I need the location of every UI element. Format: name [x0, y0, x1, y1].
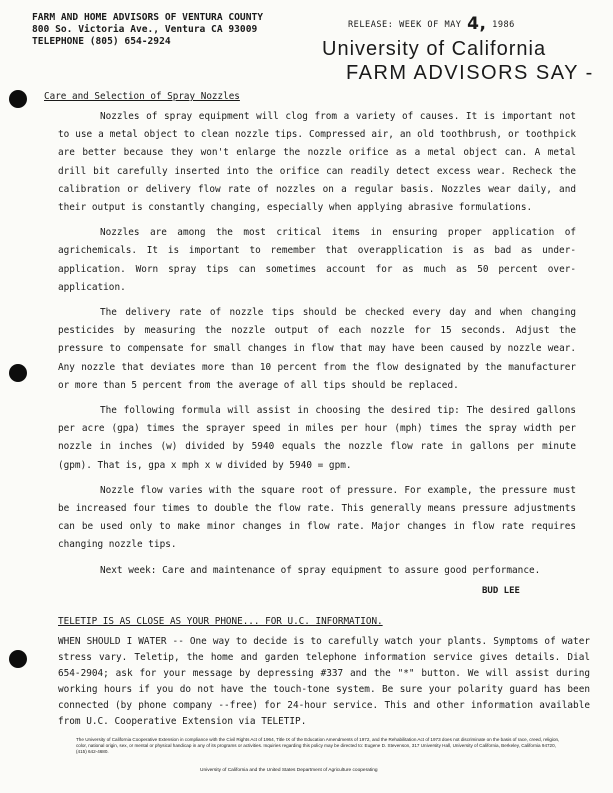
teletip-body: WHEN SHOULD I WATER -- One way to decide is to carefully watch your plants. Symptoms of water stress vary. Teletip, the home and garden telephone information service gives details. Dial 654-2904; ask for your message by depressing #337 and the "*" button. We will assist during working hours if you do not have the touch-tone system. Be sure your polarity guard has been connected (by phone company --free) for 24-hour service. This and other information available from U.C. Cooperative Extension via TELETIP. — [58, 636, 590, 727]
punch-hole — [9, 90, 27, 108]
punch-hole — [9, 650, 27, 668]
university-title: University of California — [322, 38, 547, 60]
author-signature: BUD LEE — [482, 586, 520, 596]
street-address: 800 So. Victoria Ave., Ventura CA 93009 — [32, 24, 258, 35]
article-body — [58, 108, 576, 580]
release-day: 4, — [467, 14, 487, 34]
org-name: FARM AND HOME ADVISORS OF VENTURA COUNTY — [32, 12, 264, 23]
cooperation-line: University of California and the United States Department of Agriculture cooperating — [200, 768, 378, 773]
release-label: RELEASE: WEEK OF MAY — [348, 20, 462, 30]
telephone: TELEPHONE (805) 654-2924 — [32, 36, 171, 47]
nondiscrimination-notice: The University of California Cooperative Extension in compliance with the Civil Rights Act of 1964, Title IX of the Education Amendments of 1972, and the Rehabilitation Act of 1973 does not discriminate on the basis of race, creed, religion, color, national origin, sex, or mental or physical handicap in any of its programs or activities. Inquiries regarding this policy may be directed to: Eugene D. Stevenson, 317 University Hall, University of California, Berkeley, California 94720, (415) 642-4680. — [76, 737, 560, 754]
release-line — [348, 12, 515, 32]
sender-address-block — [32, 12, 263, 48]
article-heading: Care and Selection of Spray Nozzles — [44, 91, 240, 102]
article-paragraph: The delivery rate of nozzle tips should be checked every day and when changing pesticides by measuring the nozzle output of each nozzle for 15 seconds. Adjust the pressure to compensate for small changes in flow that may have been caused by nozzle wear. Any nozzle that deviates more than 10 percent from the flow designated by the manufacturer or more than 5 percent from the average of all tips should be replaced. — [58, 307, 576, 391]
next-week-note: Next week: Care and maintenance of spray equipment to assure good performance. — [100, 564, 541, 576]
punch-hole — [9, 364, 27, 382]
farm-advisors-title: FARM ADVISORS SAY - — [346, 62, 594, 84]
release-year: 1986 — [492, 20, 515, 30]
article-paragraph: The following formula will assist in choosing the desired tip: The desired gallons per acre (gpa) times the sprayer speed in miles per hour (mph) times the spray width per nozzle in inches (w) divided by 5940 equals the nozzle flow rate in gallons per minute (gpm). That is, gpa x mph x w divided by 5940 = gpm. — [58, 405, 576, 471]
article-paragraph: Nozzle flow varies with the square root of pressure. For example, the pressure must be increased four times to double the flow rate. This generally means pressure adjustments can be used only to make minor changes in flow rate. Major changes in flow rate requires changing nozzle tips. — [58, 484, 576, 551]
article-paragraph: Nozzles are among the most critical items in ensuring proper application of agrichemicals. It is important to remember that overapplication is as bad as under-application. Worn spray tips can sometimes account for as much as 50 percent over-application. — [58, 227, 576, 293]
article-paragraph: Nozzles of spray equipment will clog from a variety of causes. It is important not to use a metal object to clean nozzle tips. Compressed air, an old toothbrush, or toothpick are better because they won't enlarge the nozzle orifice as a metal object can. A metal drill bit carefully inserted into the orifice can readily detect excess wear. Recheck the calibration or delivery flow rate of nozzles on a regular basis. Nozzles wear daily, and their output is constantly changing, especially when applying abrasive formulations. — [58, 111, 576, 214]
teletip-heading: TELETIP IS AS CLOSE AS YOUR PHONE... FOR U.C. INFORMATION. — [58, 616, 383, 627]
